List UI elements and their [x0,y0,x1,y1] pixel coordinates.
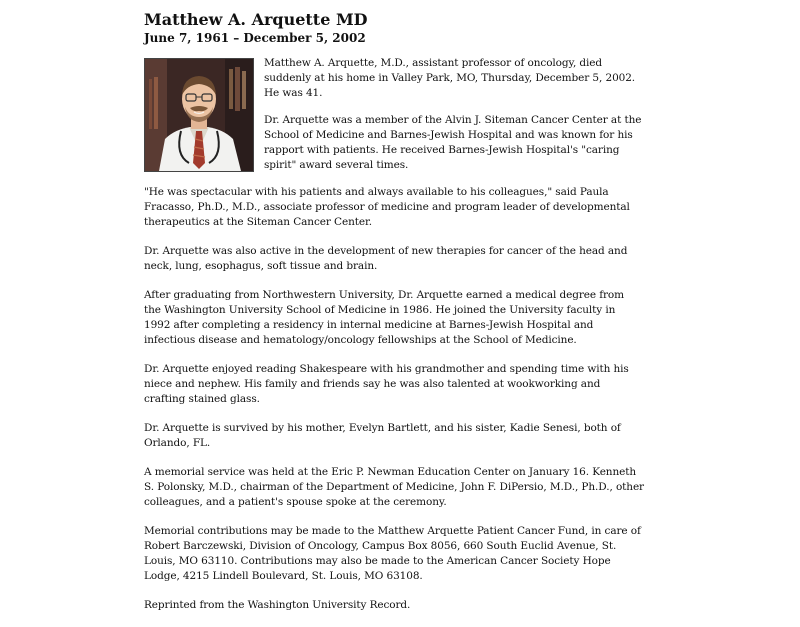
paragraph-10: Reprinted from the Washington University Record. [144,599,411,611]
paragraph-9: Memorial contributions may be made to the Matthew Arquette Patient Cancer Fund, in care of Robert Barczewski, Division of Oncology, Campus Box 8056, 660 South Euclid Avenue, St. Louis, MO 63110. Contributions may also be made to the American Cancer Society Hope Lodge, 4215 Lindell Boulevard, St. Louis, MO 63108. [144,525,641,582]
paragraph-1: Matthew A. Arquette, M.D., assistant professor of oncology, died suddenly at his home in Valley Park, MO, Thursday, December 5, 2002. He was 41. [264,57,636,99]
page-title: Matthew A. Arquette MD [144,10,368,29]
paragraph-5: After graduating from Northwestern University, Dr. Arquette earned a medical degree from the Washington University School of Medicine in 1986. He joined the University faculty in 1992 after completing a residency in internal medicine at Barnes-Jewish Hospital and infectious disease and hematology/oncology fellowships at the School of Medicine. [144,289,624,346]
life-dates: June 7, 1961 – December 5, 2002 [144,31,366,45]
paragraph-3: "He was spectacular with his patients and always available to his colleagues," said Paula Fracasso, Ph.D., M.D., associate professor of medicine and program leader of developmental therapeutics at the Siteman Cancer Center. [144,186,630,228]
intro-block [144,56,644,173]
obituary-page [144,10,644,627]
portrait-illustration [145,59,253,171]
paragraph-6: Dr. Arquette enjoyed reading Shakespeare with his grandmother and spending time with his niece and nephew. His family and friends say he was also talented at wookworking and crafting stained glass. [144,363,629,405]
paragraph-8: A memorial service was held at the Eric P. Newman Education Center on January 16. Kenneth S. Polonsky, M.D., chairman of the Department of Medicine, John F. DiPersio, M.D., Ph.D., other colleagues, and a patient's spouse spoke at the ceremony. [144,466,644,508]
portrait-photo [144,58,254,172]
paragraph-2: Dr. Arquette was a member of the Alvin J. Siteman Cancer Center at the School of Medicine and Barnes-Jewish Hospital and was known for his rapport with patients. He received Barnes-Jewish Hospital's "caring spirit" award several times. [264,114,642,171]
paragraph-4: Dr. Arquette was also active in the development of new therapies for cancer of the head and neck, lung, esophagus, soft tissue and brain. [144,245,628,272]
paragraph-7: Dr. Arquette is survived by his mother, Evelyn Bartlett, and his sister, Kadie Senesi, both of Orlando, FL. [144,422,621,449]
